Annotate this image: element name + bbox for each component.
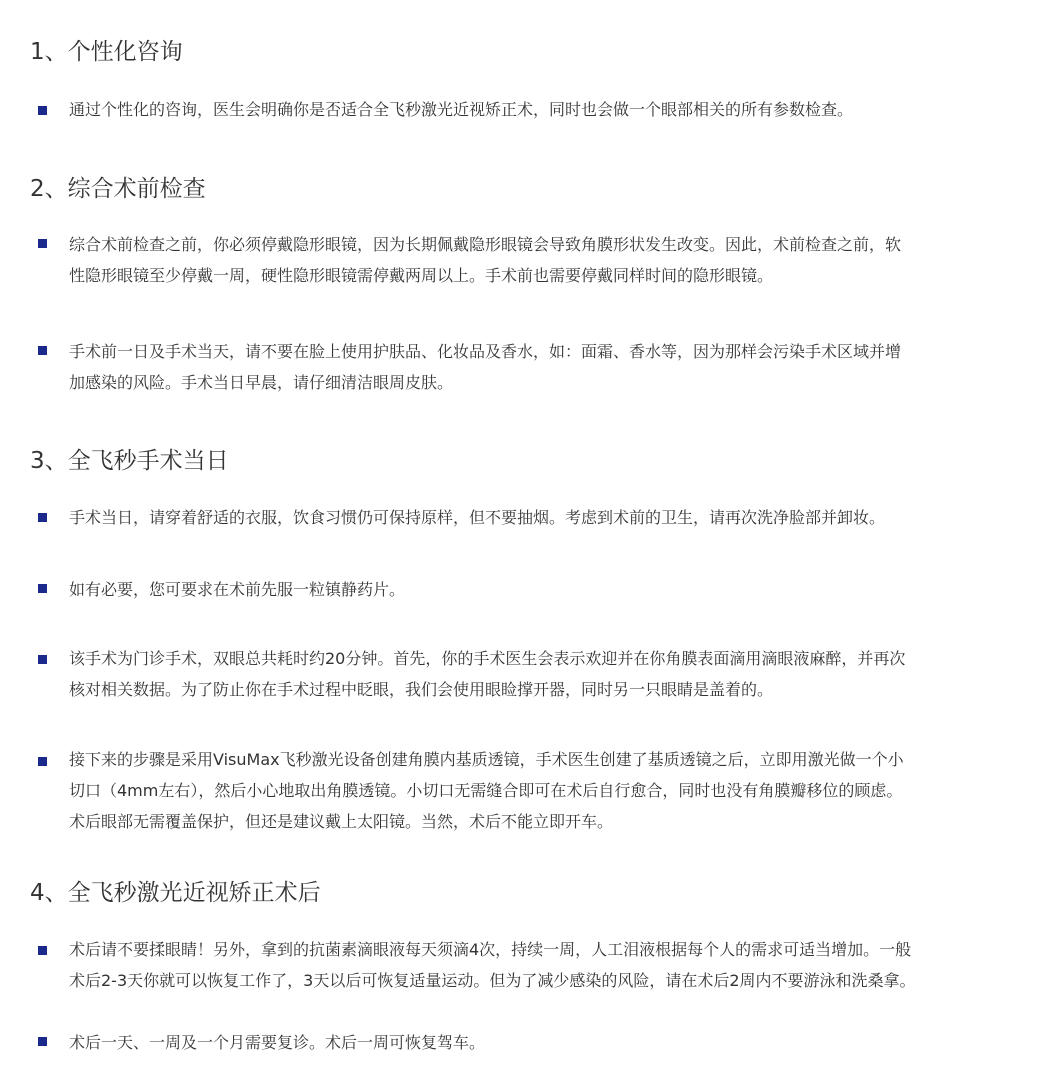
item-text: 手术当日，请穿着舒适的衣服，饮食习惯仍可保持原样，但不要抽烟。考虑到术前的卫生，请再次洗净脸部并卸妆。 xyxy=(69,508,886,527)
item-text: 通过个性化的咨询，医生会明确你是否适合全飞秒激光近视矫正术，同时也会做一个眼部相关的所有参数检查。 xyxy=(69,100,854,119)
square-bullet-icon xyxy=(38,584,47,593)
item-text: 接下来的步骤是采用VisuMax飞秒激光设备创建角膜内基质透镜，手术医生创建了基质透镜之后，立即用激光做一个小 切口（4mm左右），然后小心地取出角膜透镜。小切口无需缝合即可在术后自行愈合，同时也没有角膜瓣移位的顾虑。 术后眼部无需覆盖保护，但还是建议戴上太阳镜。当然，术后不能立即开车。 xyxy=(69,750,904,831)
square-bullet-icon xyxy=(38,655,47,664)
section-heading-4: 4、全飞秒激光近视矫正术后 xyxy=(30,880,321,906)
section-heading-3: 3、全飞秒手术当日 xyxy=(30,448,229,474)
square-bullet-icon xyxy=(38,946,47,955)
item-text: 如有必要，您可要求在术前先服一粒镇静药片。 xyxy=(69,580,406,599)
square-bullet-icon xyxy=(38,757,47,766)
item-text: 该手术为门诊手术，双眼总共耗时约20分钟。首先，你的手术医生会表示欢迎并在你角膜表面滴用滴眼液麻醉，并再次 核对相关数据。为了防止你在手术过程中眨眼，我们会使用眼睑撑开器，同时另一只眼睛是盖着的。 xyxy=(69,649,906,699)
square-bullet-icon xyxy=(38,346,47,355)
item-text: 术后请不要揉眼睛！另外，拿到的抗菌素滴眼液每天须滴4次，持续一周，人工泪液根据每个人的需求可适当增加。一般 术后2-3天你就可以恢复工作了，3天以后可恢复适量运动。但为了减少感染的风险，请在术后2周内不要游泳和洗桑拿。 xyxy=(69,940,916,990)
item-text: 综合术前检查之前，你必须停戴隐形眼镜，因为长期佩戴隐形眼镜会导致角膜形状发生改变。因此，术前检查之前，软 性隐形眼镜至少停戴一周，硬性隐形眼镜需停戴两周以上。手术前也需要停戴同样时间的隐形眼镜。 xyxy=(69,235,902,285)
section-heading-2: 2、综合术前检查 xyxy=(30,176,206,202)
square-bullet-icon xyxy=(38,106,47,115)
item-text: 术后一天、一周及一个月需要复诊。术后一周可恢复驾车。 xyxy=(69,1033,486,1052)
item-text: 手术前一日及手术当天，请不要在脸上使用护肤品、化妆品及香水，如：面霜、香水等，因为那样会污染手术区域并增 加感染的风险。手术当日早晨，请仔细清洁眼周皮肤。 xyxy=(69,342,902,392)
square-bullet-icon xyxy=(38,513,47,522)
square-bullet-icon xyxy=(38,239,47,248)
section-heading-1: 1、个性化咨询 xyxy=(30,39,183,65)
square-bullet-icon xyxy=(38,1037,47,1046)
